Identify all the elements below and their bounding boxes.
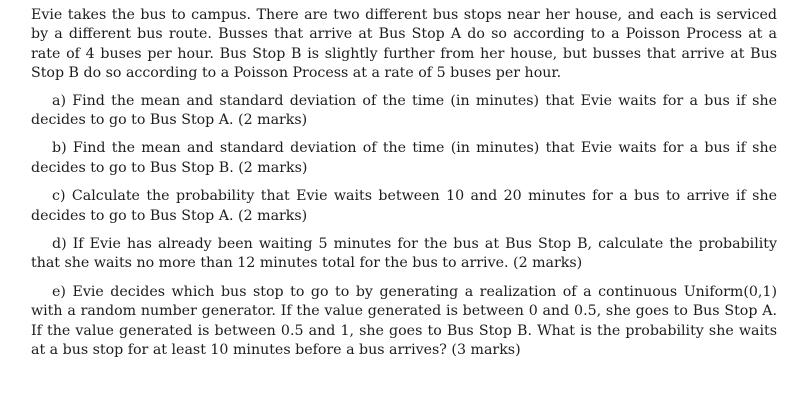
question-part-c: c) Calculate the probability that Evie waits between 10 and 20 minutes for a bus to arrive if she decides to go to Bus Stop A. (2 marks)	[31, 188, 777, 224]
problem-intro: Evie takes the bus to campus. There are two different bus stops near her house, and each is serviced by a different bus route. Busses that arrive at Bus Stop A do so according to a Poisson Process at a rate of 4 buses per hour. Bus Stop B is slightly further from her house, but busses that arrive at Bus Stop B do so according to a Poisson Process at a rate of 5 buses per hour.	[31, 7, 777, 82]
question-part-d: d) If Evie has already been waiting 5 minutes for the bus at Bus Stop B, calculate the probability that she waits no more than 12 minutes total for the bus to arrive. (2 marks)	[31, 236, 777, 272]
question-part-b: b) Find the mean and standard deviation of the time (in minutes) that Evie waits for a bus if she decides to go to Bus Stop B. (2 marks)	[31, 140, 777, 176]
question-part-a: a) Find the mean and standard deviation of the time (in minutes) that Evie waits for a bus if she decides to go to Bus Stop A. (2 marks)	[31, 92, 777, 129]
question-part-e: e) Evie decides which bus stop to go to by generating a realization of a continuous Uniform(0,1) with a random number generator. If the value generated is between 0 and 0.5, she goes to Bus Stop A. If the value generated is between 0.5 and 1, she goes to Bus Stop B. What is the probability she waits at a bus stop for at least 10 minutes before a bus arrives? (3 marks)	[31, 283, 777, 359]
